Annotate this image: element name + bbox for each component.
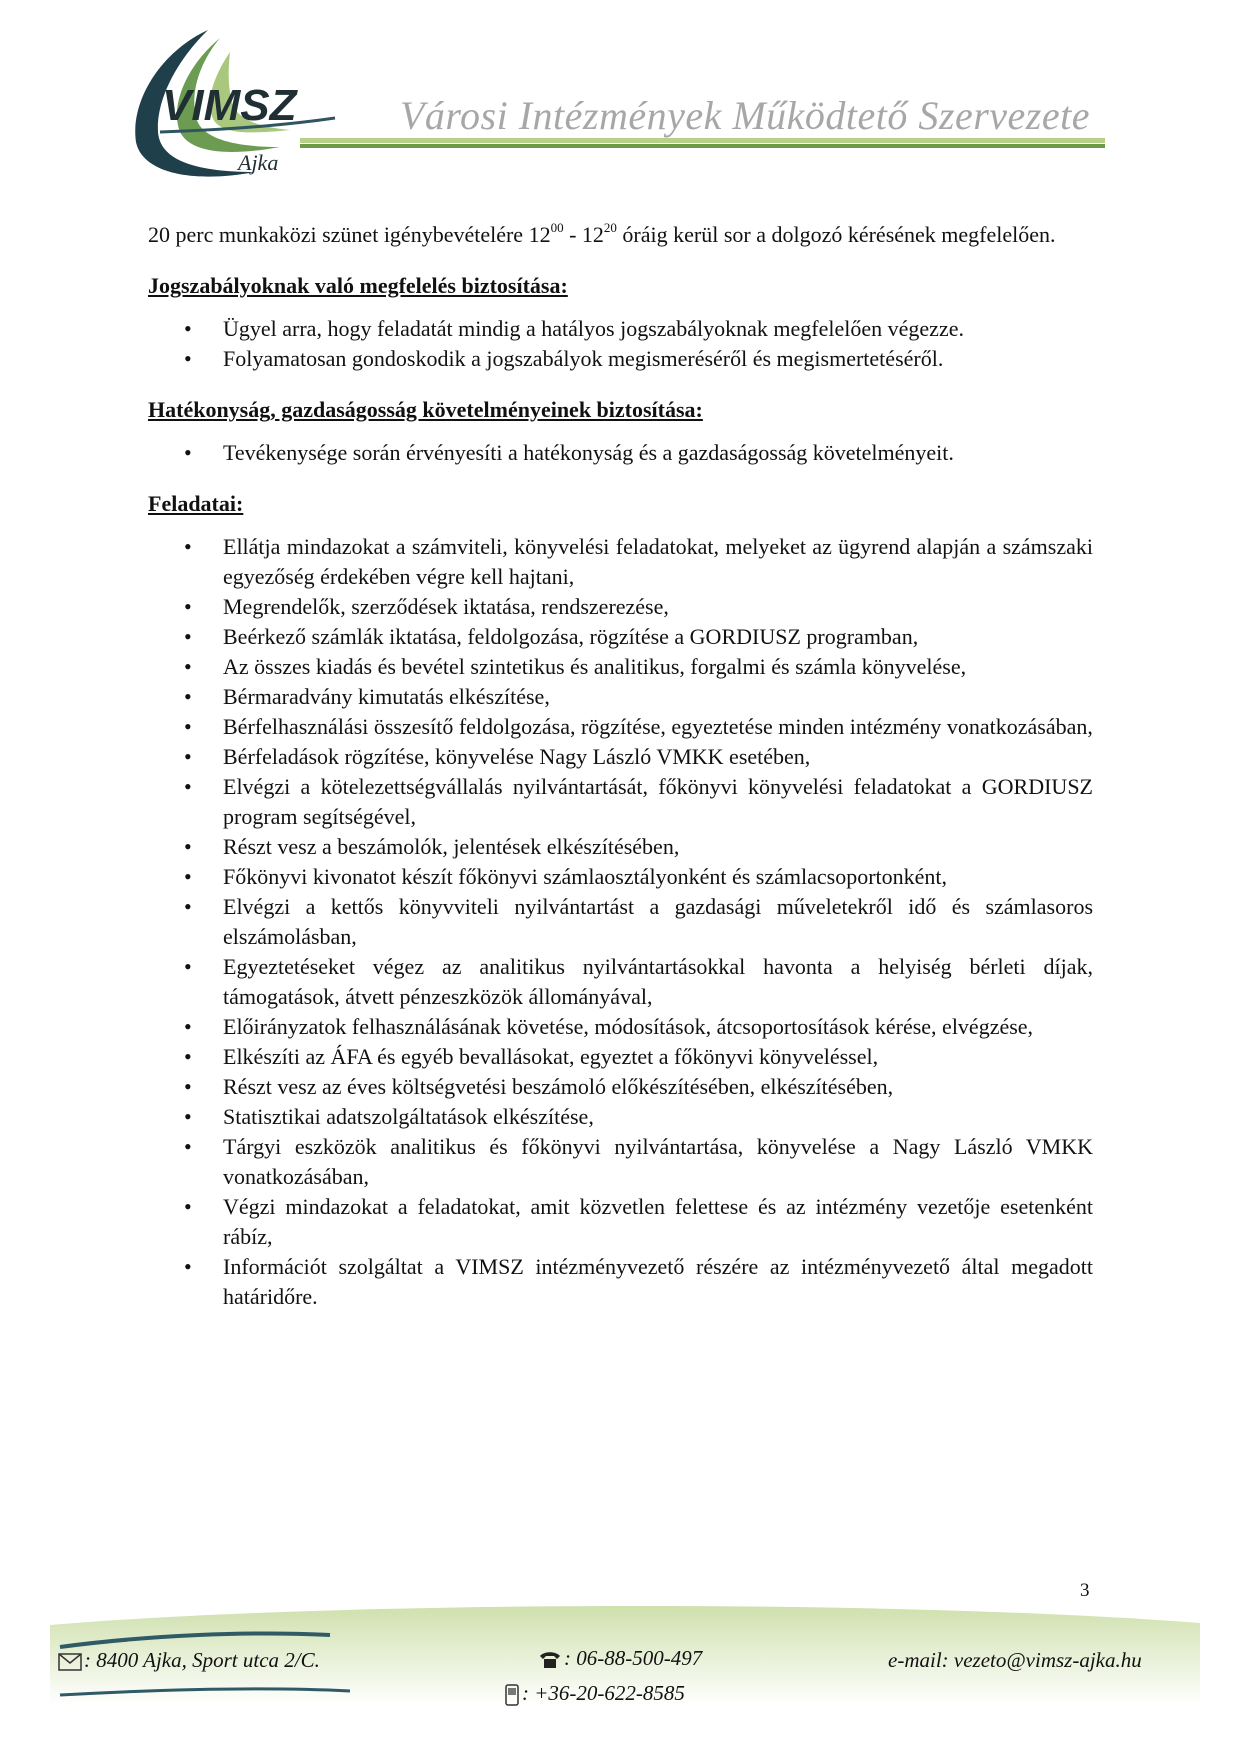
list-item: • Információt szolgáltat a VIMSZ intézményvezető részére az intézményvezető által megadott határidőre. [148,1252,1093,1312]
list-item: • Bérfelhasználási összesítő feldolgozása, rögzítése, egyeztetése minden intézmény vonatkozásában, [148,712,1093,742]
section-heading-tasks: Feladatai: [148,491,244,516]
logo-subtext: Ajka [238,150,279,175]
vimsz-logo [130,22,350,192]
list-item: • Részt vesz a beszámolók, jelentések elkészítésében, [148,832,1093,862]
list-item: • Folyamatosan gondoskodik a jogszabályok megismeréséről és megismertetéséről. [148,344,1093,374]
list-item: • Részt vesz az éves költségvetési beszámoló előkészítésében, elkészítésében, [148,1072,1093,1102]
footer-phone: : 06-88-500-497 [538,1646,702,1671]
list-item: • Statisztikai adatszolgáltatások elkészítése, [148,1102,1093,1132]
list-item: • Ellátja mindazokat a számviteli, könyvelési feladatokat, melyeket az ügyrend alapján a számszaki egyezőség érdekében végre kell hajtani, [148,532,1093,592]
section-heading-legal: Jogszabályoknak való megfelelés biztosítása: [148,273,568,298]
list-item: • Beérkező számlák iktatása, feldolgozása, rögzítése a GORDIUSZ programban, [148,622,1093,652]
page-number: 3 [1080,1580,1090,1601]
mobile-phone-icon [504,1683,520,1707]
organization-title: Városi Intézmények Működtető Szervezete [400,93,1090,138]
efficiency-list [148,438,1093,468]
section-heading-efficiency: Hatékonyság, gazdaságosság követelményeinek biztosítása: [148,397,703,422]
list-item: • Előirányzatok felhasználásának követése, módosítások, átcsoportosítások kérése, elvégzése, [148,1012,1093,1042]
list-item: • Tevékenysége során érvényesíti a hatékonyság és a gazdaságosság követelményeit. [148,438,1093,468]
list-item: • Ügyel arra, hogy feladatát mindig a hatályos jogszabályoknak megfelelően végezze. [148,314,1093,344]
legal-list [148,314,1093,374]
footer-address: : 8400 Ajka, Sport utca 2/C. [58,1648,320,1673]
list-item: • Főkönyvi kivonatot készít főkönyvi számlaosztályonként és számlacsoportonként, [148,862,1093,892]
list-item: • Elvégzi a kötelezettségvállalás nyilvántartását, főkönyvi könyvelési feladatokat a GORDIUSZ program segítségével, [148,772,1093,832]
list-item: • Tárgyi eszközök analitikus és főkönyvi nyilvántartása, könyvelése a Nagy László VMKK vonatkozásában, [148,1132,1093,1192]
footer-mobile: : +36-20-622-8585 [504,1681,685,1707]
document-body [148,220,1093,1312]
list-item: • Az összes kiadás és bevétel szintetikus és analitikus, forgalmi és számla könyvelése, [148,652,1093,682]
tasks-list [148,532,1093,1312]
list-item: • Egyeztetéseket végez az analitikus nyilvántartásokkal havonta a helyiség bérleti díjak, támogatások, átvett pénzeszközök állományával, [148,952,1093,1012]
intro-paragraph: 20 perc munkaközi szünet igénybevételére $12^{00} - 12^{20}$ óráig kerül sor a dolgozó kérésének megfelelően. [148,220,1056,247]
list-item: • Elvégzi a kettős könyvviteli nyilvántartást a gazdasági műveletekről idő és számlasoros elszámolásban, [148,892,1093,952]
envelope-icon [58,1653,82,1671]
header-rule [300,138,1105,150]
list-item: • Végzi mindazokat a feladatokat, amit közvetlen felettese és az intézmény vezetője esetenként rábíz, [148,1192,1093,1252]
telephone-icon [538,1650,562,1670]
list-item: • Bérfeladások rögzítése, könyvelése Nagy László VMKK esetében, [148,742,1093,772]
list-item: • Elkészíti az ÁFA és egyéb bevallásokat, egyeztet a főkönyvi könyveléssel, [148,1042,1093,1072]
list-item: • Bérmaradvány kimutatás elkészítése, [148,682,1093,712]
logo-text: VIMSZ [162,81,297,130]
list-item: • Megrendelők, szerződések iktatása, rendszerezése, [148,592,1093,622]
footer-email: e-mail: vezeto@vimsz-ajka.hu [888,1648,1142,1672]
